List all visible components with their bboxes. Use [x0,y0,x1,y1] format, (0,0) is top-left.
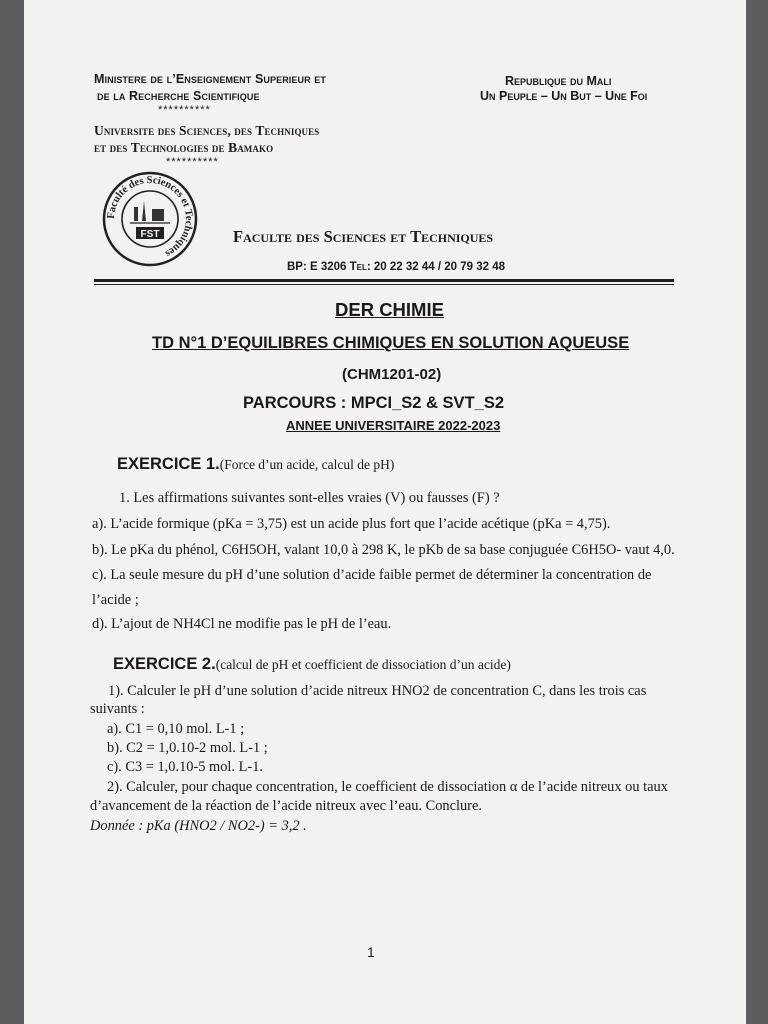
page-number: 1 [367,944,375,960]
ministry-line-1: Ministere de l’Enseignement Superieur et [94,72,326,86]
republic-name: Republique du Mali [505,74,612,88]
exercise-2-label: EXERCICE 2. [113,655,216,673]
exercise-2-concentration-1: a). C1 = 0,10 mol. L-1 ; [107,721,245,737]
exercise-2-concentration-2: b). C2 = 1,0.10-2 mol. L-1 ; [107,740,268,756]
course-code: (CHM1201-02) [342,366,442,383]
faculty-logo [102,171,198,267]
exercise-2-q2-continued: d’avancement de la réaction de l’acide nitreux avec l’eau. Conclure. [90,798,482,814]
exercise-1-item-c-continued: l’acide ; [92,592,139,608]
academic-year: ANNEE UNIVERSITAIRE 2022-2023 [286,418,501,433]
exercise-1-item-d: d). L’ajout de NH4Cl ne modifie pas le pH de l’eau. [92,616,392,632]
logo-center-text: FST [140,229,160,240]
header-stars-2: ********** [166,156,219,168]
header-rule-thin [94,284,674,285]
exercise-1-subtitle: (Force d’un acide, calcul de pH) [219,457,395,472]
exercise-2-heading [113,655,511,674]
faculty-name: Faculte des Sciences et Techniques [233,227,494,246]
exercise-1-heading [117,455,394,474]
exercise-2-q2: 2). Calculer, pour chaque concentration, le coefficient de dissociation α de l’acide nitreux ou taux [107,779,668,795]
contact-info: BP: E 3206 Tel: 20 22 32 44 / 20 79 32 48 [287,261,506,273]
logo-ring-text: Faculté des Sciences et Techniques [105,174,195,260]
exercise-1-question: 1. Les affirmations suivantes sont-elles vraies (V) ou fausses (F) ? [119,490,500,506]
header-rule-thick [94,279,674,282]
header-stars-1: ********** [158,104,211,116]
university-line-2: et des Technologies de Bamako [94,140,274,155]
exercise-2-q1: 1). Calculer le pH d’une solution d’acide nitreux HNO2 de concentration C, dans les trois cas [108,683,647,699]
exercise-2-subtitle: (calcul de pH et coefficient de dissociation d’un acide) [215,657,511,672]
exercise-2-concentration-3: c). C3 = 1,0.10-5 mol. L-1. [107,759,263,775]
td-title: TD N°1 D’EQUILIBRES CHIMIQUES EN SOLUTION AQUEUSE [152,334,630,352]
exercise-2-q1-continued: suivants : [90,701,145,717]
exercise-1-item-c: c). La seule mesure du pH d’une solution d’acide faible permet de déterminer la concentration de [92,567,652,583]
university-line-1: Universite des Sciences, des Techniques [94,123,320,138]
exercise-1-item-b: b). Le pKa du phénol, C6H5OH, valant 10,0 à 298 K, le pKb de sa base conjuguée C6H5O- vaut 4,0. [92,542,675,558]
national-motto: Un Peuple – Un But – Une Foi [480,89,648,103]
exercise-2-data: Donnée : pKa (HNO2 / NO2-) = 3,2 . [90,818,307,834]
ministry-line-2: de la Recherche Scientifique [97,89,260,103]
exercise-1-label: EXERCICE 1. [117,455,220,473]
parcours: PARCOURS : MPCI_S2 & SVT_S2 [243,394,505,412]
department-title: DER CHIMIE [335,299,444,320]
exercise-1-item-a: a). L’acide formique (pKa = 3,75) est un acide plus fort que l’acide acétique (pKa = 4,75). [92,516,611,532]
